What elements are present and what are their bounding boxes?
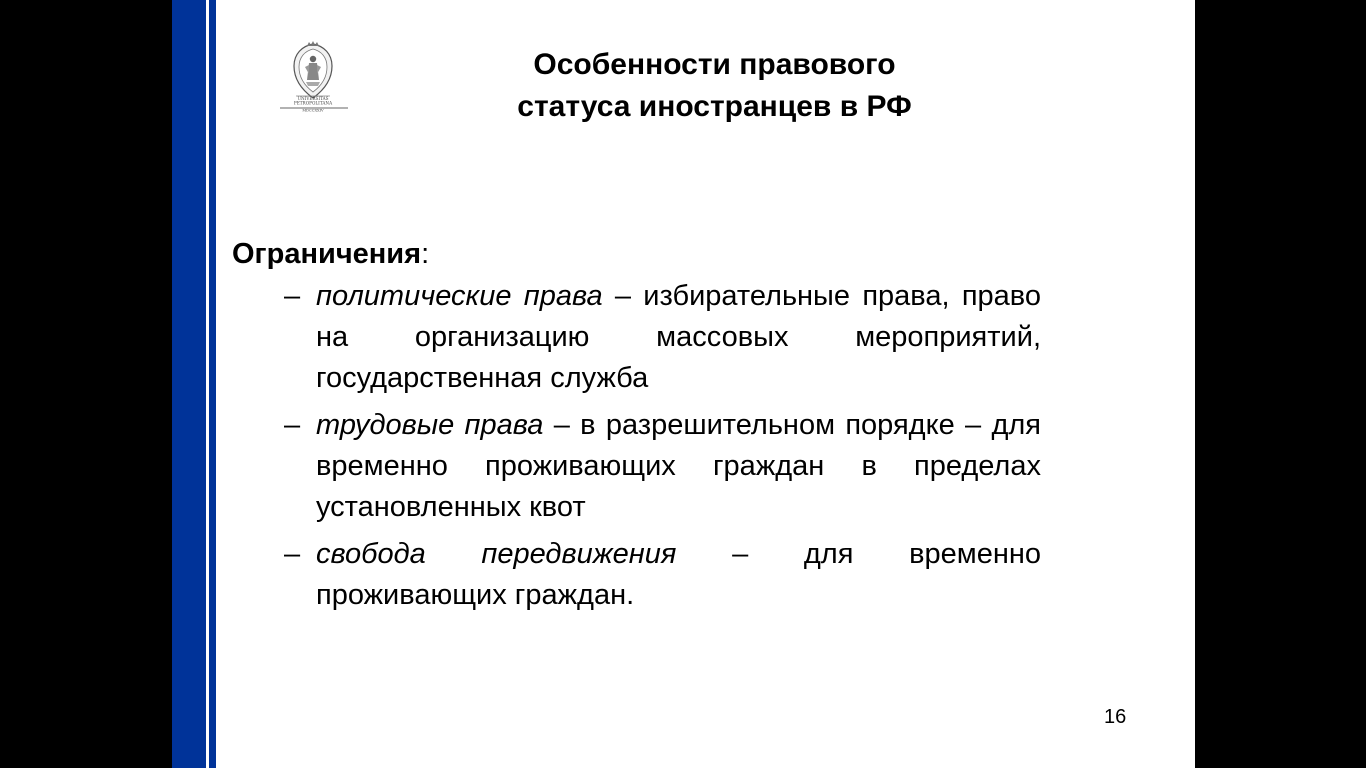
restrictions-heading: [232, 234, 1112, 274]
list-item-term: политические права: [316, 280, 603, 312]
list-item-term: свобода передвижения: [316, 538, 677, 570]
restrictions-heading-text: Ограничения: [232, 238, 422, 270]
university-seal-icon: [272, 40, 354, 112]
restrictions-heading-colon: :: [421, 238, 430, 270]
list-item-dash: –: [284, 409, 301, 441]
slide-title-line-1: Особенности правового: [533, 48, 896, 81]
list-item-dash: –: [284, 280, 301, 312]
svg-text:MDCCXXIV: MDCCXXIV: [302, 108, 324, 112]
list-item-dash: –: [284, 538, 301, 570]
slide-title: [442, 44, 987, 128]
list-item-text: – в разрешительном порядке – для временно проживающих граждан в пределах установленных квот: [316, 409, 1041, 523]
accent-bar-wide: [172, 0, 206, 768]
slide: [172, 0, 1195, 768]
list-item-text: – для временно проживающих граждан.: [316, 538, 1041, 611]
accent-bar-thin: [209, 0, 216, 768]
page-number: 16: [1104, 706, 1127, 728]
list-item: [232, 534, 1041, 616]
list-item: [232, 276, 1041, 399]
list-item-text: – избирательные права, право на организацию массовых мероприятий, государственная служба: [316, 280, 1041, 394]
svg-text:PETROPOLITANA: PETROPOLITANA: [293, 100, 333, 106]
list-item-term: трудовые права: [316, 409, 544, 441]
slide-body: [232, 234, 1112, 622]
svg-text:UNIVERSITAS: UNIVERSITAS: [297, 96, 329, 101]
slide-title-line-2: статуса иностранцев в РФ: [517, 90, 912, 123]
list-item: [232, 405, 1041, 528]
